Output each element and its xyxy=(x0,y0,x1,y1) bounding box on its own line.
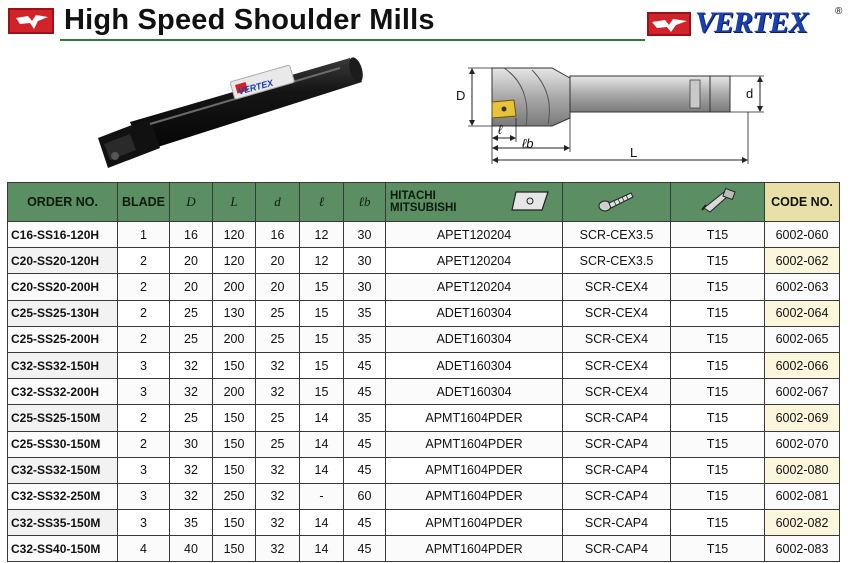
cell-d: 32 xyxy=(256,536,300,562)
cell-l: 14 xyxy=(300,457,344,483)
cell-lb: 45 xyxy=(344,536,386,562)
cell-D: 20 xyxy=(170,248,213,274)
cell-D: 32 xyxy=(170,457,213,483)
cell-order-no: C32-SS35-150M xyxy=(8,510,118,536)
cell-code-no: 6002-080 xyxy=(765,457,840,483)
title-underline xyxy=(60,39,645,41)
diameter-D-label: D xyxy=(456,88,466,103)
cell-order-no: C25-SS30-150M xyxy=(8,431,118,457)
cell-key: T15 xyxy=(671,405,765,431)
product-label: VERTEX xyxy=(237,77,275,97)
cell-lb: 30 xyxy=(344,274,386,300)
cell-key: T15 xyxy=(671,536,765,562)
eagle-logo-icon xyxy=(8,8,54,34)
cell-L: 150 xyxy=(213,431,256,457)
cell-lb: 60 xyxy=(344,483,386,509)
table-row xyxy=(8,405,840,431)
cell-l: 15 xyxy=(300,326,344,352)
cell-key: T15 xyxy=(671,248,765,274)
cell-blade: 2 xyxy=(118,405,170,431)
cell-l: 14 xyxy=(300,431,344,457)
cell-d: 32 xyxy=(256,352,300,378)
table-header-row xyxy=(8,183,840,222)
cell-key: T15 xyxy=(671,222,765,248)
cell-insert: APMT1604PDER xyxy=(386,510,563,536)
cell-key: T15 xyxy=(671,510,765,536)
table-row xyxy=(8,248,840,274)
cell-L: 150 xyxy=(213,457,256,483)
cell-l: 15 xyxy=(300,274,344,300)
col-lb: ℓb xyxy=(344,183,386,222)
cell-screw: SCR-CAP4 xyxy=(563,457,671,483)
cell-key: T15 xyxy=(671,326,765,352)
col-L: L xyxy=(213,183,256,222)
cell-code-no: 6002-081 xyxy=(765,483,840,509)
insert-header-mitsubishi: MITSUBISHI xyxy=(390,202,457,214)
cell-lb: 30 xyxy=(344,222,386,248)
col-screw xyxy=(563,183,671,222)
cell-d: 25 xyxy=(256,326,300,352)
cell-order-no: C20-SS20-200H xyxy=(8,274,118,300)
cell-lb: 30 xyxy=(344,248,386,274)
overall-length-L-label: L xyxy=(630,145,638,160)
col-code-no: CODE NO. xyxy=(765,183,840,222)
cell-code-no: 6002-065 xyxy=(765,326,840,352)
cell-code-no: 6002-064 xyxy=(765,300,840,326)
cell-d: 32 xyxy=(256,510,300,536)
cell-blade: 3 xyxy=(118,483,170,509)
cell-lb: 35 xyxy=(344,300,386,326)
cell-code-no: 6002-083 xyxy=(765,536,840,562)
cell-L: 120 xyxy=(213,222,256,248)
cell-d: 25 xyxy=(256,431,300,457)
cell-D: 32 xyxy=(170,352,213,378)
col-insert xyxy=(386,183,563,222)
cell-l: 14 xyxy=(300,405,344,431)
cell-order-no: C20-SS20-120H xyxy=(8,248,118,274)
cell-lb: 45 xyxy=(344,352,386,378)
cell-d: 20 xyxy=(256,248,300,274)
cell-lb: 45 xyxy=(344,379,386,405)
cell-code-no: 6002-069 xyxy=(765,405,840,431)
product-image xyxy=(90,52,370,172)
cell-screw: SCR-CEX4 xyxy=(563,300,671,326)
cell-L: 150 xyxy=(213,352,256,378)
brand-logo xyxy=(647,6,847,40)
cell-blade: 2 xyxy=(118,274,170,300)
cell-blade: 4 xyxy=(118,536,170,562)
col-l: ℓ xyxy=(300,183,344,222)
cell-L: 150 xyxy=(213,510,256,536)
cell-order-no: C32-SS40-150M xyxy=(8,536,118,562)
cell-insert: APMT1604PDER xyxy=(386,431,563,457)
cell-blade: 2 xyxy=(118,326,170,352)
length-l-label: ℓ xyxy=(498,122,503,137)
col-blade: BLADE xyxy=(118,183,170,222)
brand-name: VERTEX xyxy=(695,6,808,39)
table-row xyxy=(8,352,840,378)
col-order-no: ORDER NO. xyxy=(8,183,118,222)
cell-screw: SCR-CEX4 xyxy=(563,352,671,378)
cell-lb: 35 xyxy=(344,326,386,352)
cell-insert: ADET160304 xyxy=(386,379,563,405)
cell-L: 150 xyxy=(213,536,256,562)
table-row xyxy=(8,379,840,405)
cell-code-no: 6002-060 xyxy=(765,222,840,248)
cell-D: 32 xyxy=(170,483,213,509)
cell-blade: 2 xyxy=(118,248,170,274)
cell-blade: 1 xyxy=(118,222,170,248)
cell-D: 35 xyxy=(170,510,213,536)
cell-order-no: C25-SS25-200H xyxy=(8,326,118,352)
cell-insert: APET120204 xyxy=(386,222,563,248)
cell-D: 25 xyxy=(170,300,213,326)
table-row xyxy=(8,274,840,300)
cell-d: 16 xyxy=(256,222,300,248)
table-row xyxy=(8,326,840,352)
cell-l: 12 xyxy=(300,248,344,274)
cell-lb: 45 xyxy=(344,510,386,536)
cell-blade: 3 xyxy=(118,510,170,536)
cell-insert: APET120204 xyxy=(386,274,563,300)
page-header xyxy=(0,0,850,48)
cell-insert: ADET160304 xyxy=(386,300,563,326)
registered-mark: ® xyxy=(835,6,843,17)
shank-d-label: d xyxy=(746,86,754,101)
cell-l: 14 xyxy=(300,510,344,536)
col-key xyxy=(671,183,765,222)
cell-code-no: 6002-067 xyxy=(765,379,840,405)
cell-order-no: C32-SS32-200H xyxy=(8,379,118,405)
cell-order-no: C25-SS25-130H xyxy=(8,300,118,326)
cell-screw: SCR-CAP4 xyxy=(563,483,671,509)
cell-L: 200 xyxy=(213,274,256,300)
cell-screw: SCR-CEX3.5 xyxy=(563,248,671,274)
brand-eagle-icon xyxy=(647,12,691,36)
cell-D: 16 xyxy=(170,222,213,248)
cell-code-no: 6002-063 xyxy=(765,274,840,300)
cell-L: 200 xyxy=(213,326,256,352)
col-d: d xyxy=(256,183,300,222)
torx-key-icon xyxy=(698,188,738,214)
specification-table xyxy=(7,182,839,562)
cell-d: 32 xyxy=(256,457,300,483)
cell-screw: SCR-CEX4 xyxy=(563,326,671,352)
cell-code-no: 6002-062 xyxy=(765,248,840,274)
cell-L: 120 xyxy=(213,248,256,274)
cell-key: T15 xyxy=(671,457,765,483)
cell-insert: APMT1604PDER xyxy=(386,457,563,483)
dimension-diagram xyxy=(452,60,782,170)
cell-d: 25 xyxy=(256,300,300,326)
cell-d: 32 xyxy=(256,379,300,405)
cell-L: 130 xyxy=(213,300,256,326)
cell-code-no: 6002-070 xyxy=(765,431,840,457)
cell-order-no: C16-SS16-120H xyxy=(8,222,118,248)
cell-screw: SCR-CAP4 xyxy=(563,405,671,431)
cell-insert: APMT1604PDER xyxy=(386,483,563,509)
cell-insert: ADET160304 xyxy=(386,326,563,352)
table-row xyxy=(8,483,840,509)
cell-lb: 45 xyxy=(344,457,386,483)
table-body xyxy=(8,222,840,562)
cell-key: T15 xyxy=(671,352,765,378)
cell-l: 15 xyxy=(300,352,344,378)
cell-l: - xyxy=(300,483,344,509)
table-row xyxy=(8,536,840,562)
table-row xyxy=(8,300,840,326)
cell-key: T15 xyxy=(671,483,765,509)
length-lb-label: ℓb xyxy=(522,136,534,151)
table-row xyxy=(8,510,840,536)
cell-D: 25 xyxy=(170,326,213,352)
cell-D: 40 xyxy=(170,536,213,562)
cell-insert: ADET160304 xyxy=(386,352,563,378)
cell-order-no: C32-SS32-150H xyxy=(8,352,118,378)
cell-D: 32 xyxy=(170,379,213,405)
cell-d: 20 xyxy=(256,274,300,300)
cell-order-no: C32-SS32-250M xyxy=(8,483,118,509)
table-row xyxy=(8,222,840,248)
cell-d: 32 xyxy=(256,483,300,509)
cell-blade: 3 xyxy=(118,457,170,483)
cell-key: T15 xyxy=(671,274,765,300)
cell-code-no: 6002-082 xyxy=(765,510,840,536)
cell-screw: SCR-CAP4 xyxy=(563,431,671,457)
cell-L: 150 xyxy=(213,405,256,431)
cell-lb: 35 xyxy=(344,405,386,431)
cell-key: T15 xyxy=(671,300,765,326)
cell-D: 20 xyxy=(170,274,213,300)
cell-insert: APMT1604PDER xyxy=(386,536,563,562)
cell-screw: SCR-CEX3.5 xyxy=(563,222,671,248)
table-row xyxy=(8,431,840,457)
cell-D: 30 xyxy=(170,431,213,457)
screw-icon xyxy=(597,189,637,213)
cell-screw: SCR-CEX4 xyxy=(563,274,671,300)
cell-l: 14 xyxy=(300,536,344,562)
cell-blade: 2 xyxy=(118,431,170,457)
cell-key: T15 xyxy=(671,431,765,457)
insert-header-hitachi: HITACHI xyxy=(390,190,436,202)
col-D: D xyxy=(170,183,213,222)
cell-screw: SCR-CAP4 xyxy=(563,510,671,536)
cell-l: 15 xyxy=(300,300,344,326)
page-title: High Speed Shoulder Mills xyxy=(64,4,435,36)
cell-l: 15 xyxy=(300,379,344,405)
cell-screw: SCR-CEX4 xyxy=(563,379,671,405)
insert-icon xyxy=(510,190,550,212)
cell-order-no: C25-SS25-150M xyxy=(8,405,118,431)
cell-blade: 2 xyxy=(118,300,170,326)
table-row xyxy=(8,457,840,483)
cell-key: T15 xyxy=(671,379,765,405)
cell-L: 250 xyxy=(213,483,256,509)
cell-l: 12 xyxy=(300,222,344,248)
cell-screw: SCR-CAP4 xyxy=(563,536,671,562)
cell-code-no: 6002-066 xyxy=(765,352,840,378)
cell-L: 200 xyxy=(213,379,256,405)
cell-blade: 3 xyxy=(118,352,170,378)
cell-D: 25 xyxy=(170,405,213,431)
cell-blade: 3 xyxy=(118,379,170,405)
cell-lb: 45 xyxy=(344,431,386,457)
cell-d: 25 xyxy=(256,405,300,431)
cell-insert: APET120204 xyxy=(386,248,563,274)
cell-insert: APMT1604PDER xyxy=(386,405,563,431)
cell-order-no: C32-SS32-150M xyxy=(8,457,118,483)
